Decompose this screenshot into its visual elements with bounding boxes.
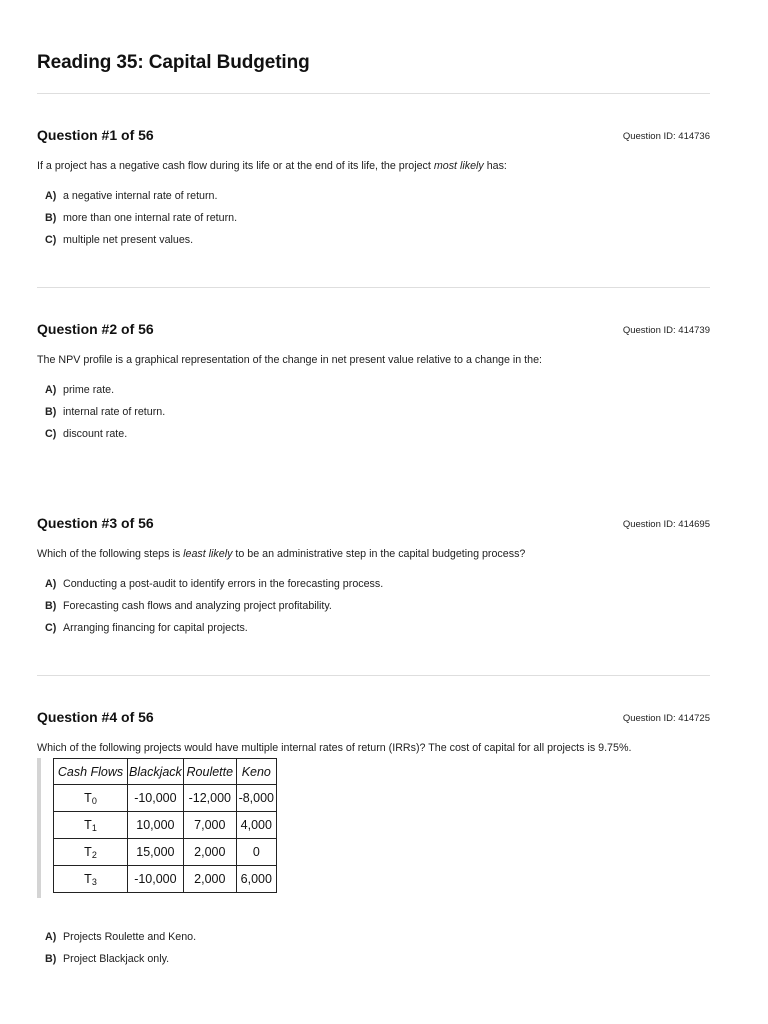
table-header-cell: Blackjack: [128, 759, 184, 785]
answer-option-a[interactable]: [45, 190, 217, 202]
table-row: [54, 866, 277, 893]
period-label: T: [84, 790, 92, 805]
question-text-part: Which of the following steps is: [37, 548, 184, 560]
answer-option-c[interactable]: [45, 234, 193, 246]
answer-option-b[interactable]: [45, 406, 165, 418]
question-text-part: to be an administrative step in the capital budgeting process?: [232, 548, 526, 560]
table-header-cell: Cash Flows: [54, 759, 128, 785]
table-header-cell: Keno: [236, 759, 276, 785]
question-2-header: [37, 321, 710, 341]
divider: [37, 93, 710, 94]
table-cell: 6,000: [236, 866, 276, 893]
option-letter: A): [45, 578, 57, 590]
question-number: Question #3 of 56: [37, 515, 154, 531]
table-cell: -8,000: [236, 785, 276, 812]
question-id: Question ID: 414736: [622, 131, 710, 142]
table-row: [54, 785, 277, 812]
question-4-header: [37, 709, 710, 729]
divider: [37, 287, 710, 288]
period-cell: [54, 839, 128, 866]
table-cell: 0: [236, 839, 276, 866]
question-1-text: [37, 160, 710, 172]
table-row: [54, 812, 277, 839]
answer-option-b[interactable]: [45, 600, 332, 612]
question-id: Question ID: 414725: [622, 713, 710, 724]
table-cell: -10,000: [128, 785, 184, 812]
answer-option-a[interactable]: [45, 578, 383, 590]
table-cell: 15,000: [128, 839, 184, 866]
option-text: Forecasting cash flows and analyzing project profitability.: [63, 600, 332, 612]
table-cell: 2,000: [183, 866, 236, 893]
option-text: multiple net present values.: [63, 234, 194, 246]
period-subscript: 0: [91, 795, 97, 806]
answer-option-c[interactable]: [45, 428, 127, 440]
question-2-text: [37, 354, 710, 366]
period-label: T: [84, 871, 92, 886]
period-label: T: [84, 817, 92, 832]
question-id: Question ID: 414739: [622, 325, 710, 336]
table-cell: 2,000: [183, 839, 236, 866]
option-letter: C): [45, 428, 57, 440]
option-letter: B): [45, 600, 57, 612]
question-text-part: has:: [483, 160, 507, 172]
question-text-part: Which of the following projects would have multiple internal rates of return (IRRs)? The cost of capital for all projects is 9.75%.: [37, 742, 632, 754]
answer-option-a[interactable]: [45, 384, 114, 396]
table-header-cell: Roulette: [183, 759, 236, 785]
option-letter: A): [45, 931, 57, 943]
option-letter: C): [45, 622, 57, 634]
option-text: prime rate.: [63, 384, 115, 396]
question-text-part: If a project has a negative cash flow during its life or at the end of its life, the project: [37, 160, 434, 172]
cash-flow-table-block: [37, 758, 292, 898]
page-title: Reading 35: Capital Budgeting: [37, 52, 310, 73]
period-subscript: 3: [91, 876, 97, 887]
question-4-text: [37, 742, 710, 754]
question-3-header: [37, 515, 710, 535]
option-text: Project Blackjack only.: [63, 953, 170, 965]
table-cell: -10,000: [128, 866, 184, 893]
option-text: Projects Roulette and Keno.: [63, 931, 197, 943]
option-text: Conducting a post-audit to identify errors in the forecasting process.: [63, 578, 384, 590]
question-number: Question #4 of 56: [37, 709, 154, 725]
table-cell: -12,000: [183, 785, 236, 812]
question-number: Question #1 of 56: [37, 127, 154, 143]
period-cell: [54, 866, 128, 893]
table-cell: 4,000: [236, 812, 276, 839]
period-cell: [54, 812, 128, 839]
option-letter: B): [45, 953, 57, 965]
option-letter: C): [45, 234, 57, 246]
table-row: [54, 839, 277, 866]
answer-option-b[interactable]: [45, 212, 237, 224]
option-letter: B): [45, 212, 57, 224]
answer-option-b[interactable]: [45, 953, 169, 965]
option-text: internal rate of return.: [63, 406, 166, 418]
question-number: Question #2 of 56: [37, 321, 154, 337]
period-cell: [54, 785, 128, 812]
option-letter: B): [45, 406, 57, 418]
question-3-text: [37, 548, 710, 560]
table-header-row: [54, 759, 277, 785]
question-id: Question ID: 414695: [622, 519, 710, 530]
period-subscript: 1: [91, 822, 97, 833]
period-label: T: [84, 844, 92, 859]
option-letter: A): [45, 384, 57, 396]
period-subscript: 2: [91, 849, 97, 860]
table-cell: 7,000: [183, 812, 236, 839]
answer-option-a[interactable]: [45, 931, 196, 943]
divider: [37, 675, 710, 676]
question-1-header: [37, 127, 710, 147]
question-text-emphasis: most likely: [433, 160, 484, 172]
option-text: Arranging financing for capital projects.: [63, 622, 248, 634]
question-text-emphasis: least likely: [183, 548, 233, 560]
option-letter: A): [45, 190, 57, 202]
answer-option-c[interactable]: [45, 622, 248, 634]
cash-flow-table: [53, 758, 277, 893]
table-cell: 10,000: [128, 812, 184, 839]
option-text: discount rate.: [63, 428, 128, 440]
blockquote-bar: [37, 758, 41, 898]
option-text: a negative internal rate of return.: [63, 190, 218, 202]
question-text-part: The NPV profile is a graphical representation of the change in net present value relative to a change in the:: [37, 354, 543, 366]
option-text: more than one internal rate of return.: [63, 212, 238, 224]
